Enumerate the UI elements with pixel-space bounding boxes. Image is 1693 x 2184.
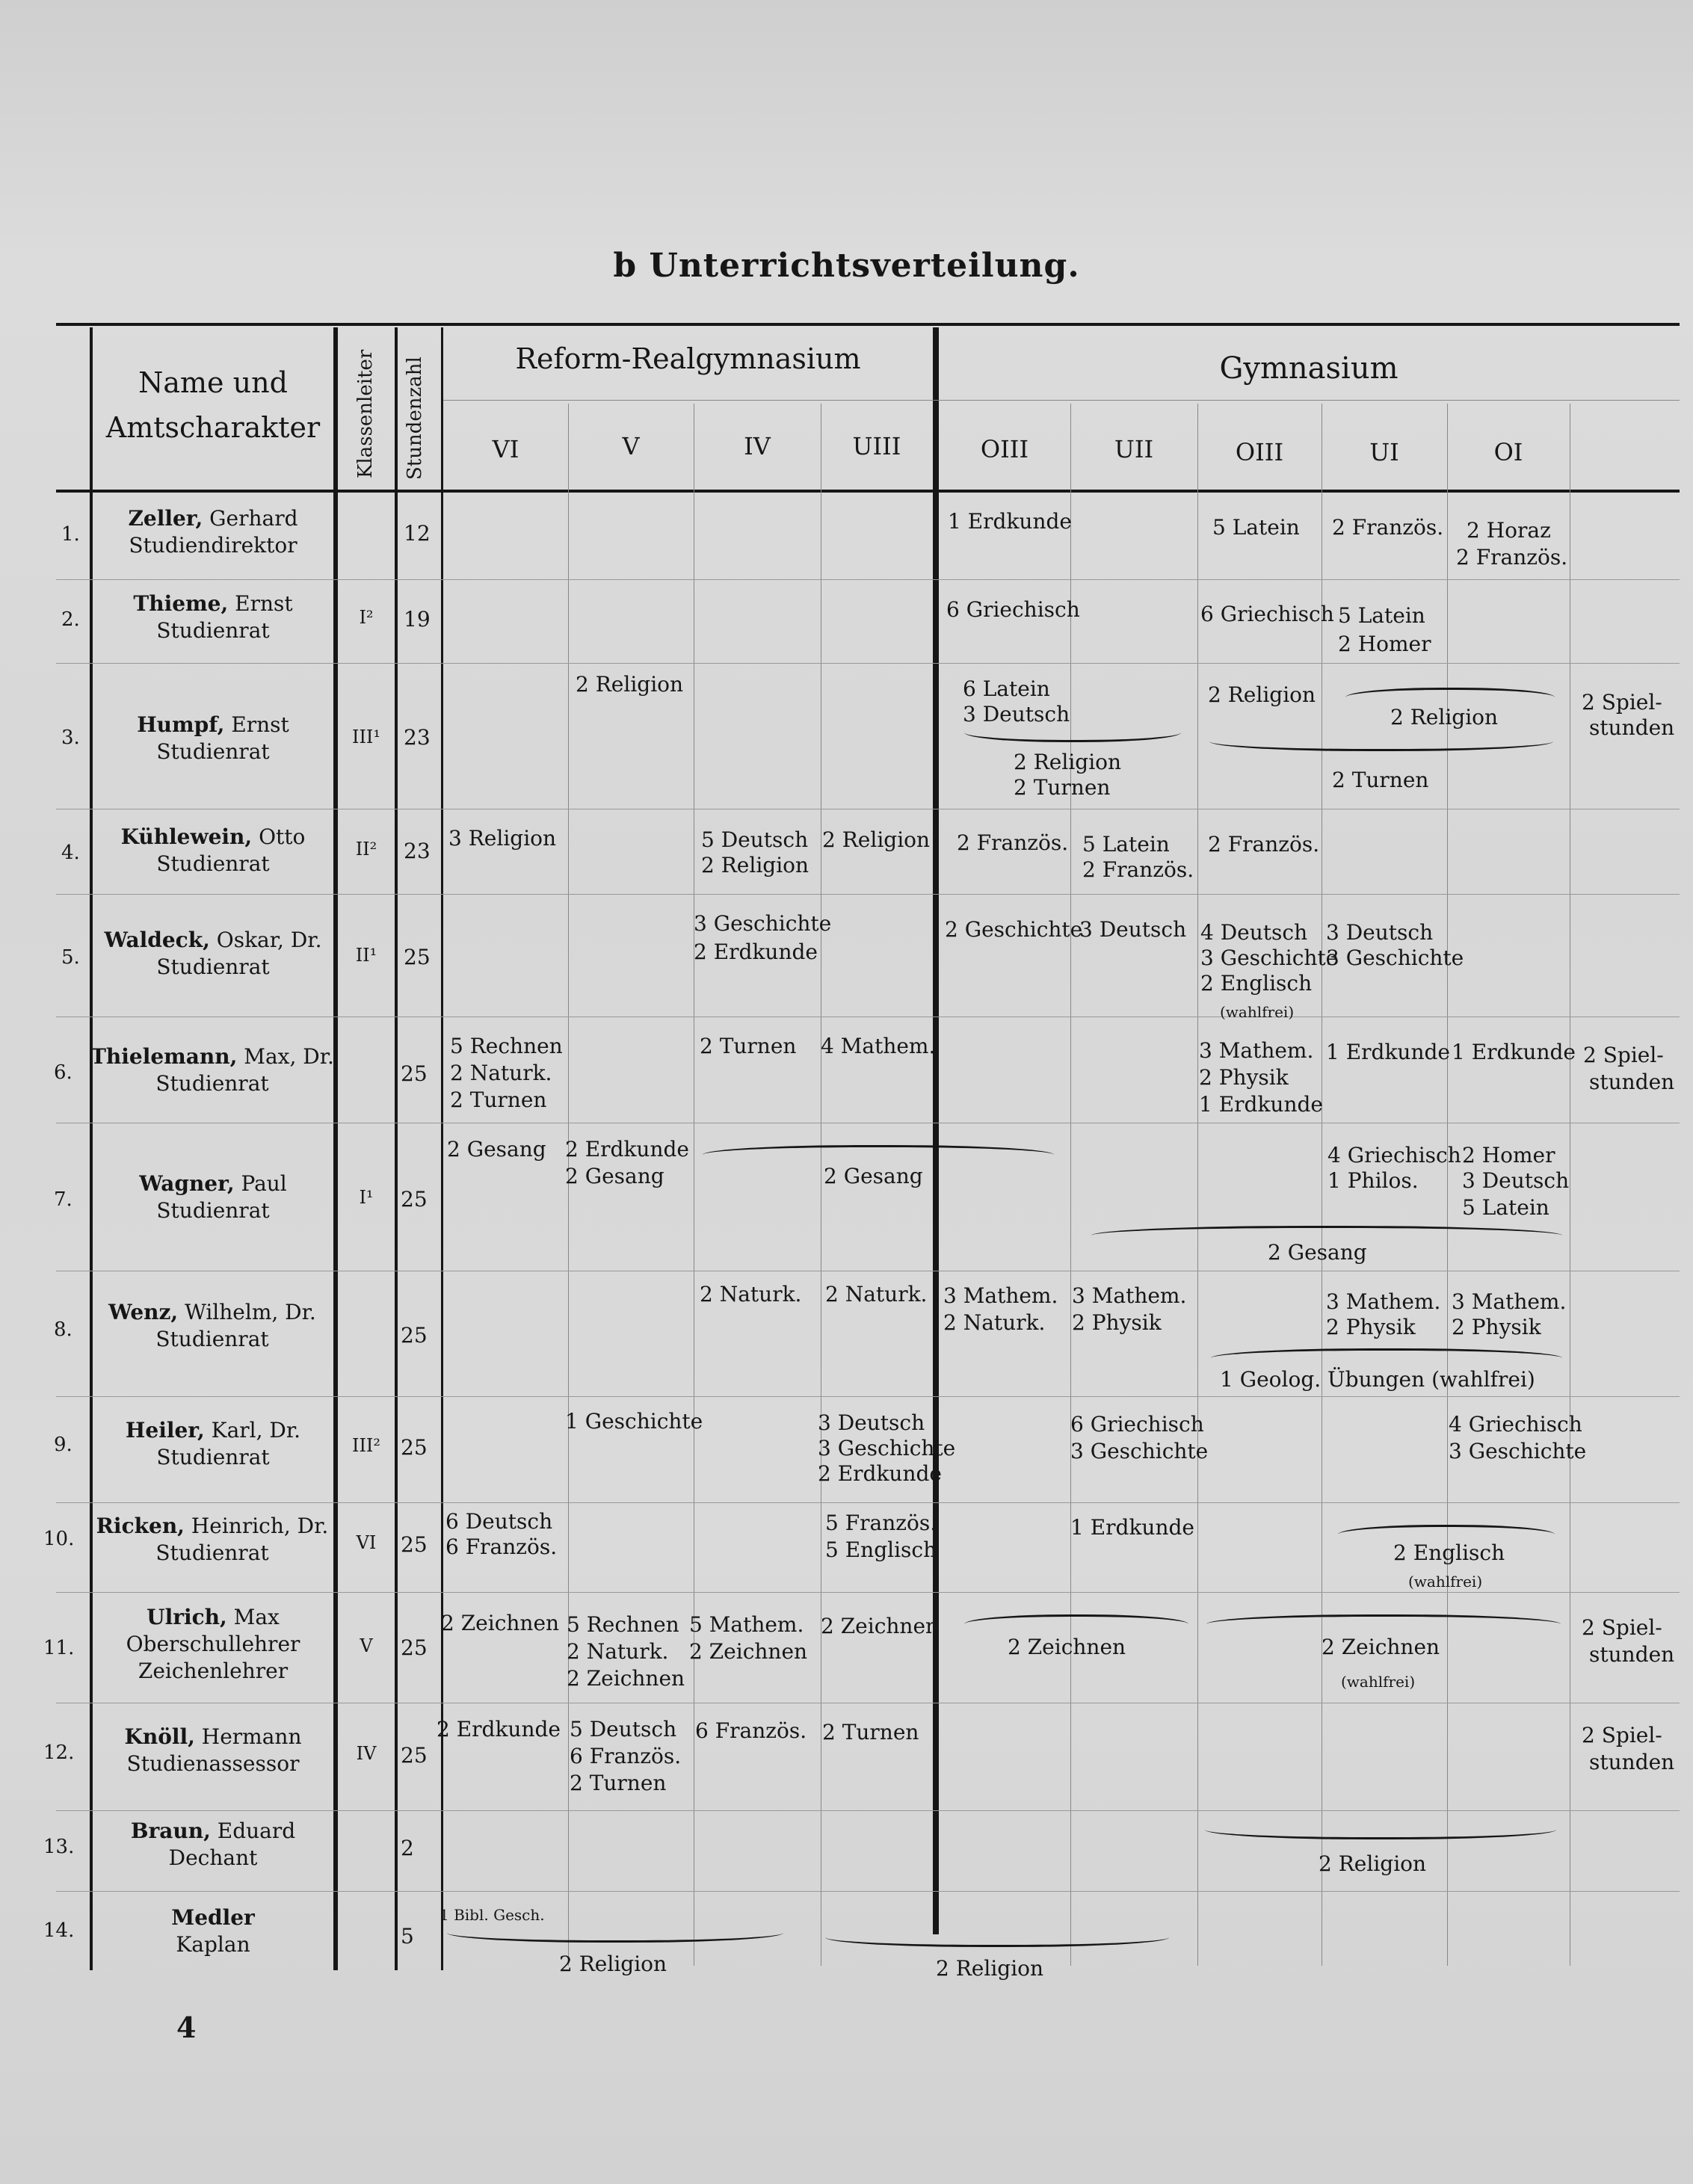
row-number: 9. [54,1434,73,1456]
teacher-given: Gerhard [209,506,298,531]
cell: 2 Homer [1462,1143,1555,1167]
cell: 2 Gesang [565,1164,664,1188]
header-name-line2: Amtscharakter [105,411,321,444]
teacher-name [93,1604,333,1685]
klassenleiter-value: III² [351,1435,381,1456]
teacher-given: Paul [241,1171,287,1196]
row-number: 13. [43,1836,75,1858]
class-header-uiii: UIII [852,432,901,460]
teacher-surname: Thieme, [133,591,229,616]
cell: 2 Zeichnen [689,1639,808,1664]
cell: 1 Bibl. Gesch. [440,1906,545,1924]
row-number: 5. [61,946,80,969]
teacher-name [93,927,333,981]
teacher-role: Studienrat [155,1540,269,1565]
stundenzahl-value: 25 [401,1323,428,1348]
cell: 2 Religion [1390,705,1499,729]
cell: 2 Geschichte [945,917,1083,942]
teacher-role: Studiendirektor [129,533,297,558]
cell: 1 Erdkunde [1452,1040,1576,1064]
cell: 2 Gesang [1268,1240,1367,1265]
teacher-given: Ernst [231,712,289,737]
row-number: 4. [61,842,80,864]
cell: 3 Geschichte [818,1436,956,1460]
stundenzahl-value: 25 [401,1635,428,1660]
cell: 6 Griechisch [1070,1412,1204,1437]
cell: 6 Griechisch [946,597,1080,622]
cell: 1 Erdkunde [1070,1515,1194,1540]
page-number: 4 [176,2011,197,2044]
cell: 4 Deutsch [1200,920,1308,945]
cell: 3 Geschichte [1449,1439,1587,1463]
cell: 2 Englisch [1200,971,1313,996]
teacher-surname: Heiler, [125,1418,205,1443]
teacher-role: Studienrat [155,1327,269,1351]
class-header-vi: VI [492,435,519,463]
teacher-given: Heinrich, Dr. [191,1514,329,1538]
cell: 2 Zeichnen [1322,1635,1440,1659]
row-number: 7. [54,1188,73,1211]
teacher-surname: Thielemann, [90,1044,238,1069]
cell: 2 Naturk. [567,1639,669,1664]
cell: 3 Mathem. [943,1283,1058,1308]
cell: 2 Turnen [450,1088,547,1112]
cell: 5 Latein [1462,1195,1549,1220]
cell: 4 Mathem. [821,1034,936,1058]
cell: stunden [1589,715,1675,740]
cell: 2 Spiel- [1582,1723,1662,1747]
cell: 2 Naturk. [943,1310,1046,1335]
teacher-given: Wilhelm, Dr. [185,1300,316,1324]
col-divider-klassenleiter [395,327,398,1970]
teacher-name [93,1170,333,1224]
stundenzahl-value: 25 [401,1187,428,1212]
teacher-role: Studienrat [156,954,270,979]
cell: 2 Erdkunde [818,1461,942,1486]
cell: 6 Französ. [445,1534,558,1559]
class-header-oi: OI [1493,438,1523,466]
span-brace [964,1614,1188,1624]
stundenzahl-value: 12 [404,521,431,546]
teacher-name [93,1818,333,1872]
header-group-reform: Reform-Realgymnasium [515,342,861,375]
stundenzahl-value: 25 [401,1743,428,1768]
cell: 2 Spiel- [1582,1615,1662,1640]
cell: 4 Griechisch [1327,1143,1461,1167]
cell: 2 Französ. [1332,515,1444,540]
cell: 6 Französ. [570,1744,682,1768]
cell: 2 Turnen [570,1771,667,1795]
teacher-role: Studienrat [156,1198,270,1223]
cell: 3 Mathem. [1072,1283,1187,1308]
teacher-role: Studienrat [156,1445,270,1469]
cell: 2 Zeichnen [567,1666,685,1691]
row-number: 14. [43,1919,75,1942]
cell: 2 Religion [701,853,810,877]
stundenzahl-value: 25 [401,1061,428,1086]
cell: 2 Erdkunde [437,1717,561,1742]
cell: 6 Griechisch [1200,602,1334,626]
teacher-name [93,590,333,644]
cell: 6 Französ. [695,1718,807,1743]
klassenleiter-value: V [360,1635,373,1656]
cell: 1 Geschichte [565,1409,703,1434]
cell: 2 Spiel- [1583,1043,1664,1067]
cell: 2 Religion [936,1956,1044,1981]
teacher-surname: Ricken, [96,1514,185,1538]
teacher-name [93,1724,333,1777]
teacher-role: Studienrat [156,739,270,764]
cell: 3 Geschichte [694,911,832,936]
row-rule [56,1396,1680,1397]
cell: 3 Mathem. [1326,1289,1441,1314]
row-number: 2. [61,608,80,631]
group-under-rule [443,400,1680,401]
teacher-given: Otto [259,824,306,849]
klassenleiter-value: I¹ [359,1187,374,1208]
klassenleiter-value: VI [356,1532,377,1553]
cell: 1 Erdkunde [1326,1040,1450,1064]
cell: 2 Naturk. [700,1282,802,1307]
header-name-line1: Name und [138,366,288,399]
cell: 5 Latein [1082,832,1170,857]
row-number: 10. [43,1528,75,1550]
cell-note: (wahlfrei) [1220,1003,1295,1021]
teacher-surname: Waldeck, [104,928,210,952]
cell: 5 Latein [1212,515,1300,540]
cell: 2 Gesang [447,1137,546,1162]
span-brace [1091,1226,1562,1236]
cell: 5 Mathem. [689,1612,804,1637]
cell: 2 Französ. [1456,545,1568,570]
teacher-surname: Medler [171,1905,255,1930]
class-header-iv: IV [744,432,771,460]
table-top-rule [56,323,1680,326]
row-number: 8. [54,1318,73,1341]
row-rule [56,663,1680,664]
teacher-surname: Wagner, [139,1171,235,1196]
row-number: 6. [54,1061,73,1084]
header-group-gymnasium: Gymnasium [1219,351,1399,386]
cell: 3 Deutsch [1326,920,1434,945]
teacher-given: Eduard [217,1819,296,1843]
span-brace [1205,1830,1556,1839]
teacher-surname: Kühlewein, [120,824,253,849]
cell: 1 Erdkunde [948,509,1072,534]
cell: 2 Spiel- [1582,690,1662,715]
cell: 3 Geschichte [1326,946,1464,970]
teacher-given: Max, Dr. [244,1044,334,1069]
cell: 5 Deutsch [570,1717,677,1742]
stundenzahl-value: 19 [404,607,431,632]
span-brace [1338,1525,1555,1534]
teacher-role-secondary: Zeichenlehrer [138,1659,289,1683]
teacher-name [93,1904,333,1958]
cell: 1 Erdkunde [1199,1092,1323,1117]
cell: 2 Zeichnen [441,1611,560,1635]
row-rule [56,1810,1680,1811]
class-header-ui: UI [1369,438,1399,466]
cell: 2 Physik [1072,1310,1162,1335]
cell: 2 Physik [1326,1315,1416,1339]
span-brace [1206,1614,1561,1624]
klassenleiter-value: III¹ [351,727,381,747]
cell: 6 Latein [963,676,1050,701]
cell: 2 Homer [1338,632,1431,656]
teacher-role: Studienassessor [126,1751,300,1776]
cell: 6 Deutsch [445,1509,553,1534]
teacher-surname: Zeller, [128,506,203,531]
cell: 2 Religion [559,1952,667,1976]
cell: 5 Deutsch [701,827,809,852]
cell: 2 Religion [1208,682,1316,707]
class-header-oiii-gym: OIII [1235,438,1284,466]
cell: 2 Physik [1452,1315,1541,1339]
teacher-name [93,505,333,559]
row-rule [56,579,1680,580]
teacher-name [93,712,333,765]
teacher-surname: Braun, [130,1819,211,1843]
teacher-given: Max [233,1605,280,1629]
cell: 2 Religion [822,827,931,852]
cell: 5 Französ. [825,1511,937,1535]
span-brace [825,1937,1169,1947]
page-title: b Unterrichtsverteilung. [613,247,1080,285]
row-number: 3. [61,727,80,749]
teacher-role: Dechant [168,1845,258,1870]
span-brace [703,1145,1054,1155]
teacher-name [93,1417,333,1471]
teacher-surname: Wenz, [108,1300,179,1324]
cell: 3 Religion [448,826,557,851]
cell: 2 Naturk. [825,1282,928,1307]
cell: 1 Geolog. Übungen (wahlfrei) [1220,1367,1535,1392]
cell: 2 Zeichnen [1008,1635,1126,1659]
klassenleiter-value: I² [359,607,374,628]
row-rule [56,1891,1680,1892]
cell: 5 Latein [1338,603,1425,628]
cell: 2 Französ. [957,830,1069,855]
teacher-given: Ernst [235,591,293,616]
stundenzahl-value: 25 [401,1532,428,1557]
cell: 2 Gesang [824,1164,923,1188]
cell: 2 Naturk. [450,1061,552,1085]
header-stundenzahl: Stundenzahl [404,357,426,480]
cell: 2 Turnen [822,1720,919,1745]
cell: 3 Geschichte [1070,1439,1209,1463]
cell: 2 Horaz [1467,518,1551,543]
header-klassenleiter: Klassenleiter [354,349,377,478]
cell: 2 Turnen [700,1034,797,1058]
cell: 5 Englisch [825,1537,937,1562]
teacher-role: Studienrat [156,851,270,876]
cell: 4 Griechisch [1449,1412,1582,1437]
teacher-surname: Humpf, [137,712,225,737]
teacher-name [88,1043,336,1097]
cell: 3 Deutsch [1462,1168,1570,1193]
cell: 3 Deutsch [818,1410,925,1435]
cell: 2 Englisch [1393,1540,1505,1565]
span-brace [447,1933,783,1943]
class-header-uii: UII [1114,435,1154,463]
col-divider-group [933,327,939,1934]
stundenzahl-value: 23 [404,725,431,750]
teacher-name [93,824,333,877]
stundenzahl-value: 23 [404,839,431,863]
klassenleiter-value: II¹ [355,945,377,966]
cell: 2 Zeichnen [821,1614,940,1638]
cell: 5 Rechnen [567,1612,679,1637]
teacher-surname: Knöll, [124,1724,195,1749]
cell: stunden [1589,1642,1675,1667]
teacher-surname: Ulrich, [147,1605,227,1629]
cell: 2 Turnen [1014,775,1111,800]
row-number: 12. [43,1742,75,1764]
row-rule [56,1502,1680,1503]
row-number: 11. [43,1637,75,1659]
teacher-role: Kaplan [176,1932,250,1957]
teacher-role: Oberschullehrer [126,1632,300,1656]
cell: 2 Französ. [1208,832,1320,857]
cell: 3 Deutsch [1079,917,1187,942]
class-header-v: V [622,432,640,460]
header-bottom-rule [56,490,1680,493]
cell: 5 Rechnen [450,1034,563,1058]
cell: 2 Religion [1014,750,1122,774]
span-brace [1211,1348,1562,1358]
cell: 2 Religion [576,672,684,697]
stundenzahl-value: 5 [401,1924,414,1949]
cell-note: (wahlfrei) [1341,1673,1416,1691]
cell: stunden [1589,1750,1675,1774]
row-rule [56,894,1680,895]
cell: 3 Mathem. [1199,1038,1314,1063]
cell: 1 Philos. [1327,1168,1419,1193]
cell: 3 Mathem. [1452,1289,1567,1314]
stundenzahl-value: 2 [401,1836,414,1860]
teacher-given: Oskar, Dr. [216,928,322,952]
col-line [1447,404,1448,1966]
teacher-name [88,1513,336,1567]
cell: 2 Religion [1319,1851,1427,1876]
teacher-name [88,1299,336,1353]
teacher-given: Karl, Dr. [211,1418,301,1443]
span-brace [964,732,1181,742]
stundenzahl-value: 25 [401,1435,428,1460]
cell: 2 Erdkunde [694,940,818,964]
stundenzahl-value: 25 [404,945,431,969]
col-divider-name [333,327,338,1970]
cell: 3 Geschichte [1200,946,1339,970]
cell: 2 Erdkunde [565,1137,689,1162]
span-brace [1345,688,1555,697]
cell-note: (wahlfrei) [1408,1573,1483,1591]
klassenleiter-value: II² [355,839,377,860]
row-number: 1. [61,523,80,546]
span-brace [1209,741,1553,751]
teacher-given: Hermann [201,1724,302,1749]
col-line [1070,404,1071,1966]
col-line [1197,404,1198,1966]
klassenleiter-value: IV [356,1743,377,1764]
cell: 2 Physik [1199,1065,1289,1090]
cell: stunden [1589,1070,1675,1094]
class-header-oiii: OIII [980,435,1029,463]
teacher-role: Studienrat [155,1071,269,1096]
cell: 2 Turnen [1332,768,1429,792]
cell: 2 Französ. [1082,857,1194,882]
cell: 3 Deutsch [963,702,1070,727]
teacher-role: Studienrat [156,618,270,643]
